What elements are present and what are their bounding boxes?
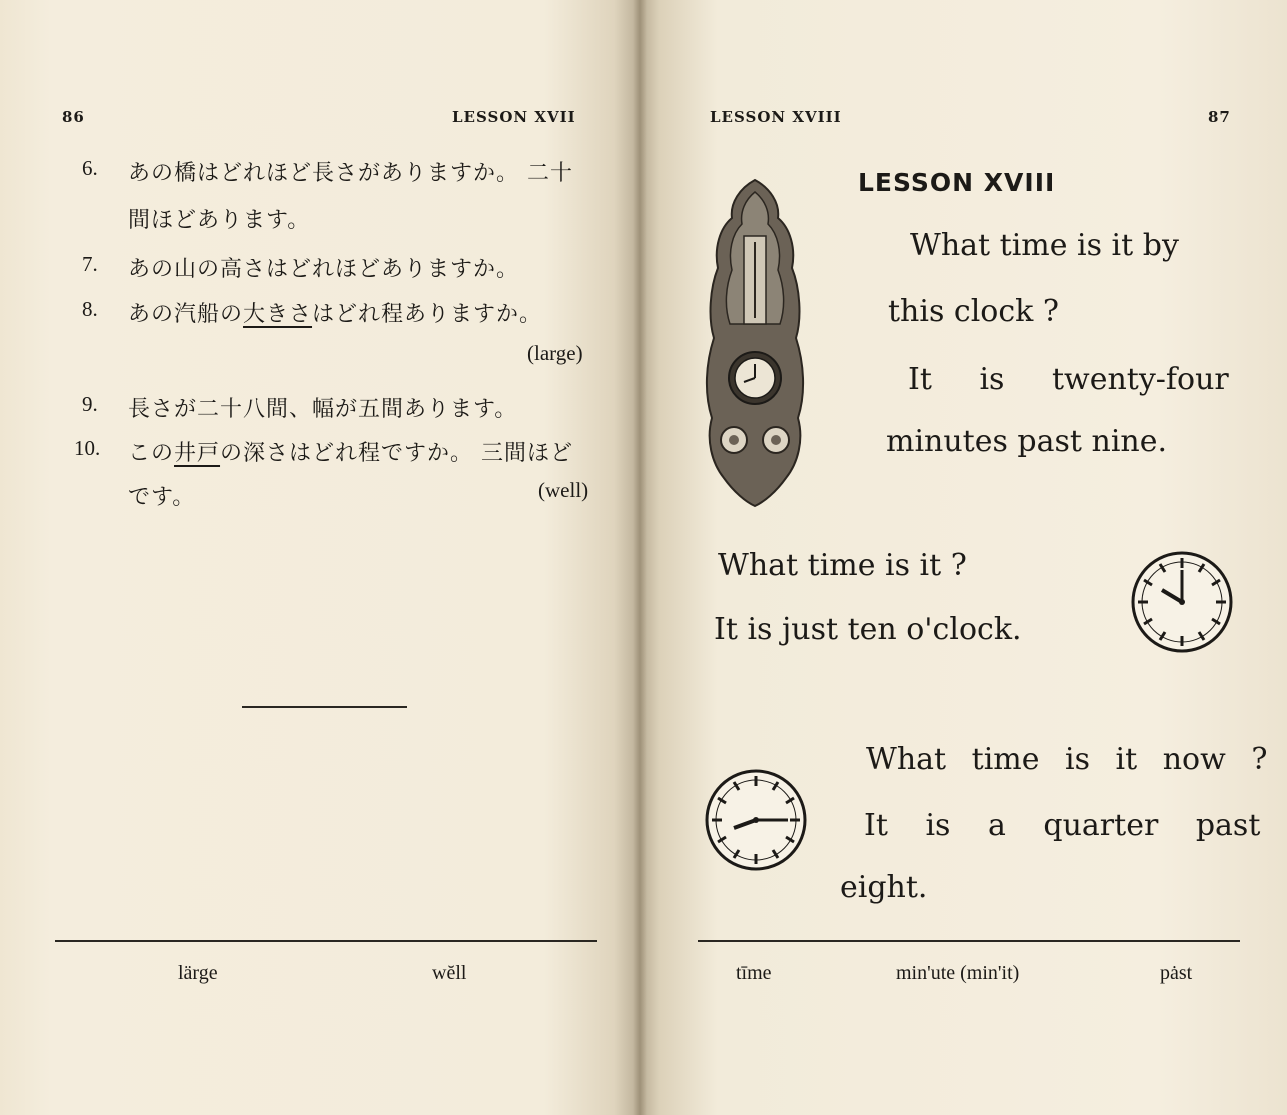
vocab-large: lärge [178,962,218,984]
clock-quarter-past-eight-icon [704,768,808,872]
sentence-8: It is a quarter past [864,808,1261,843]
item-number-7: 7. [82,252,98,276]
left-page-number: 86 [62,108,85,126]
item-8-part-3: はどれ程ありますか。 [312,302,543,327]
item-7-line-1: あの山の高さはどれほどありますか。 [128,257,520,282]
item-6-line-2: 間ほどあります。 [128,208,311,233]
left-page [0,0,640,1115]
right-page [640,0,1287,1115]
book-spine [633,0,647,1115]
item-10-line-2: です。 [128,485,196,510]
item-10-keyword: 井戸 [174,441,221,466]
sentence-3: It is twenty-four [908,362,1229,397]
left-running-head: LESSON XVII [452,108,576,126]
vocab-well: wĕll [432,962,467,984]
item-8-gloss: (large) [527,341,583,365]
sentence-5: What time is it ? [718,548,967,583]
item-9-line-1: 長さが二十八間、幅が五間あります。 [128,397,518,422]
item-10-part-1: この [128,441,175,466]
item-8-part-1: あの汽船の [128,302,244,327]
item-number-9: 9. [82,392,98,416]
vocab-minute: min'ute (min'it) [896,962,1020,984]
sentence-7: What time is it now ? [866,742,1268,777]
sentence-9: eight. [840,870,928,905]
wall-clock-icon [700,178,810,508]
vocab-past: pȧst [1160,962,1193,984]
sentence-2: this clock ? [888,294,1059,329]
vocab-rule-right [698,940,1240,942]
item-number-10: 10. [74,436,101,460]
vocab-time: tīme [736,962,772,984]
item-number-6: 6. [82,156,98,180]
item-10-line-1 [128,436,573,467]
right-page-number: 87 [1208,108,1231,126]
item-6-line-1: あの橋はどれほど長さがありますか。 二十 [128,161,573,186]
section-divider [242,706,407,708]
lesson-title: LESSON XVIII [858,168,1056,197]
item-8-line-1 [128,297,542,328]
item-8-keyword: 大きさ [243,302,313,327]
sentence-1: What time is it by [910,228,1179,263]
item-10-gloss: (well) [538,478,589,502]
vocab-rule-left [55,940,597,942]
right-running-head: LESSON XVIII [710,108,842,126]
sentence-6: It is just ten o'clock. [714,612,1022,647]
item-number-8: 8. [82,297,98,321]
clock-ten-oclock-icon [1130,550,1234,654]
sentence-4: minutes past nine. [886,424,1168,459]
item-10-part-3: の深さはどれ程ですか。 三間ほど [220,441,574,466]
